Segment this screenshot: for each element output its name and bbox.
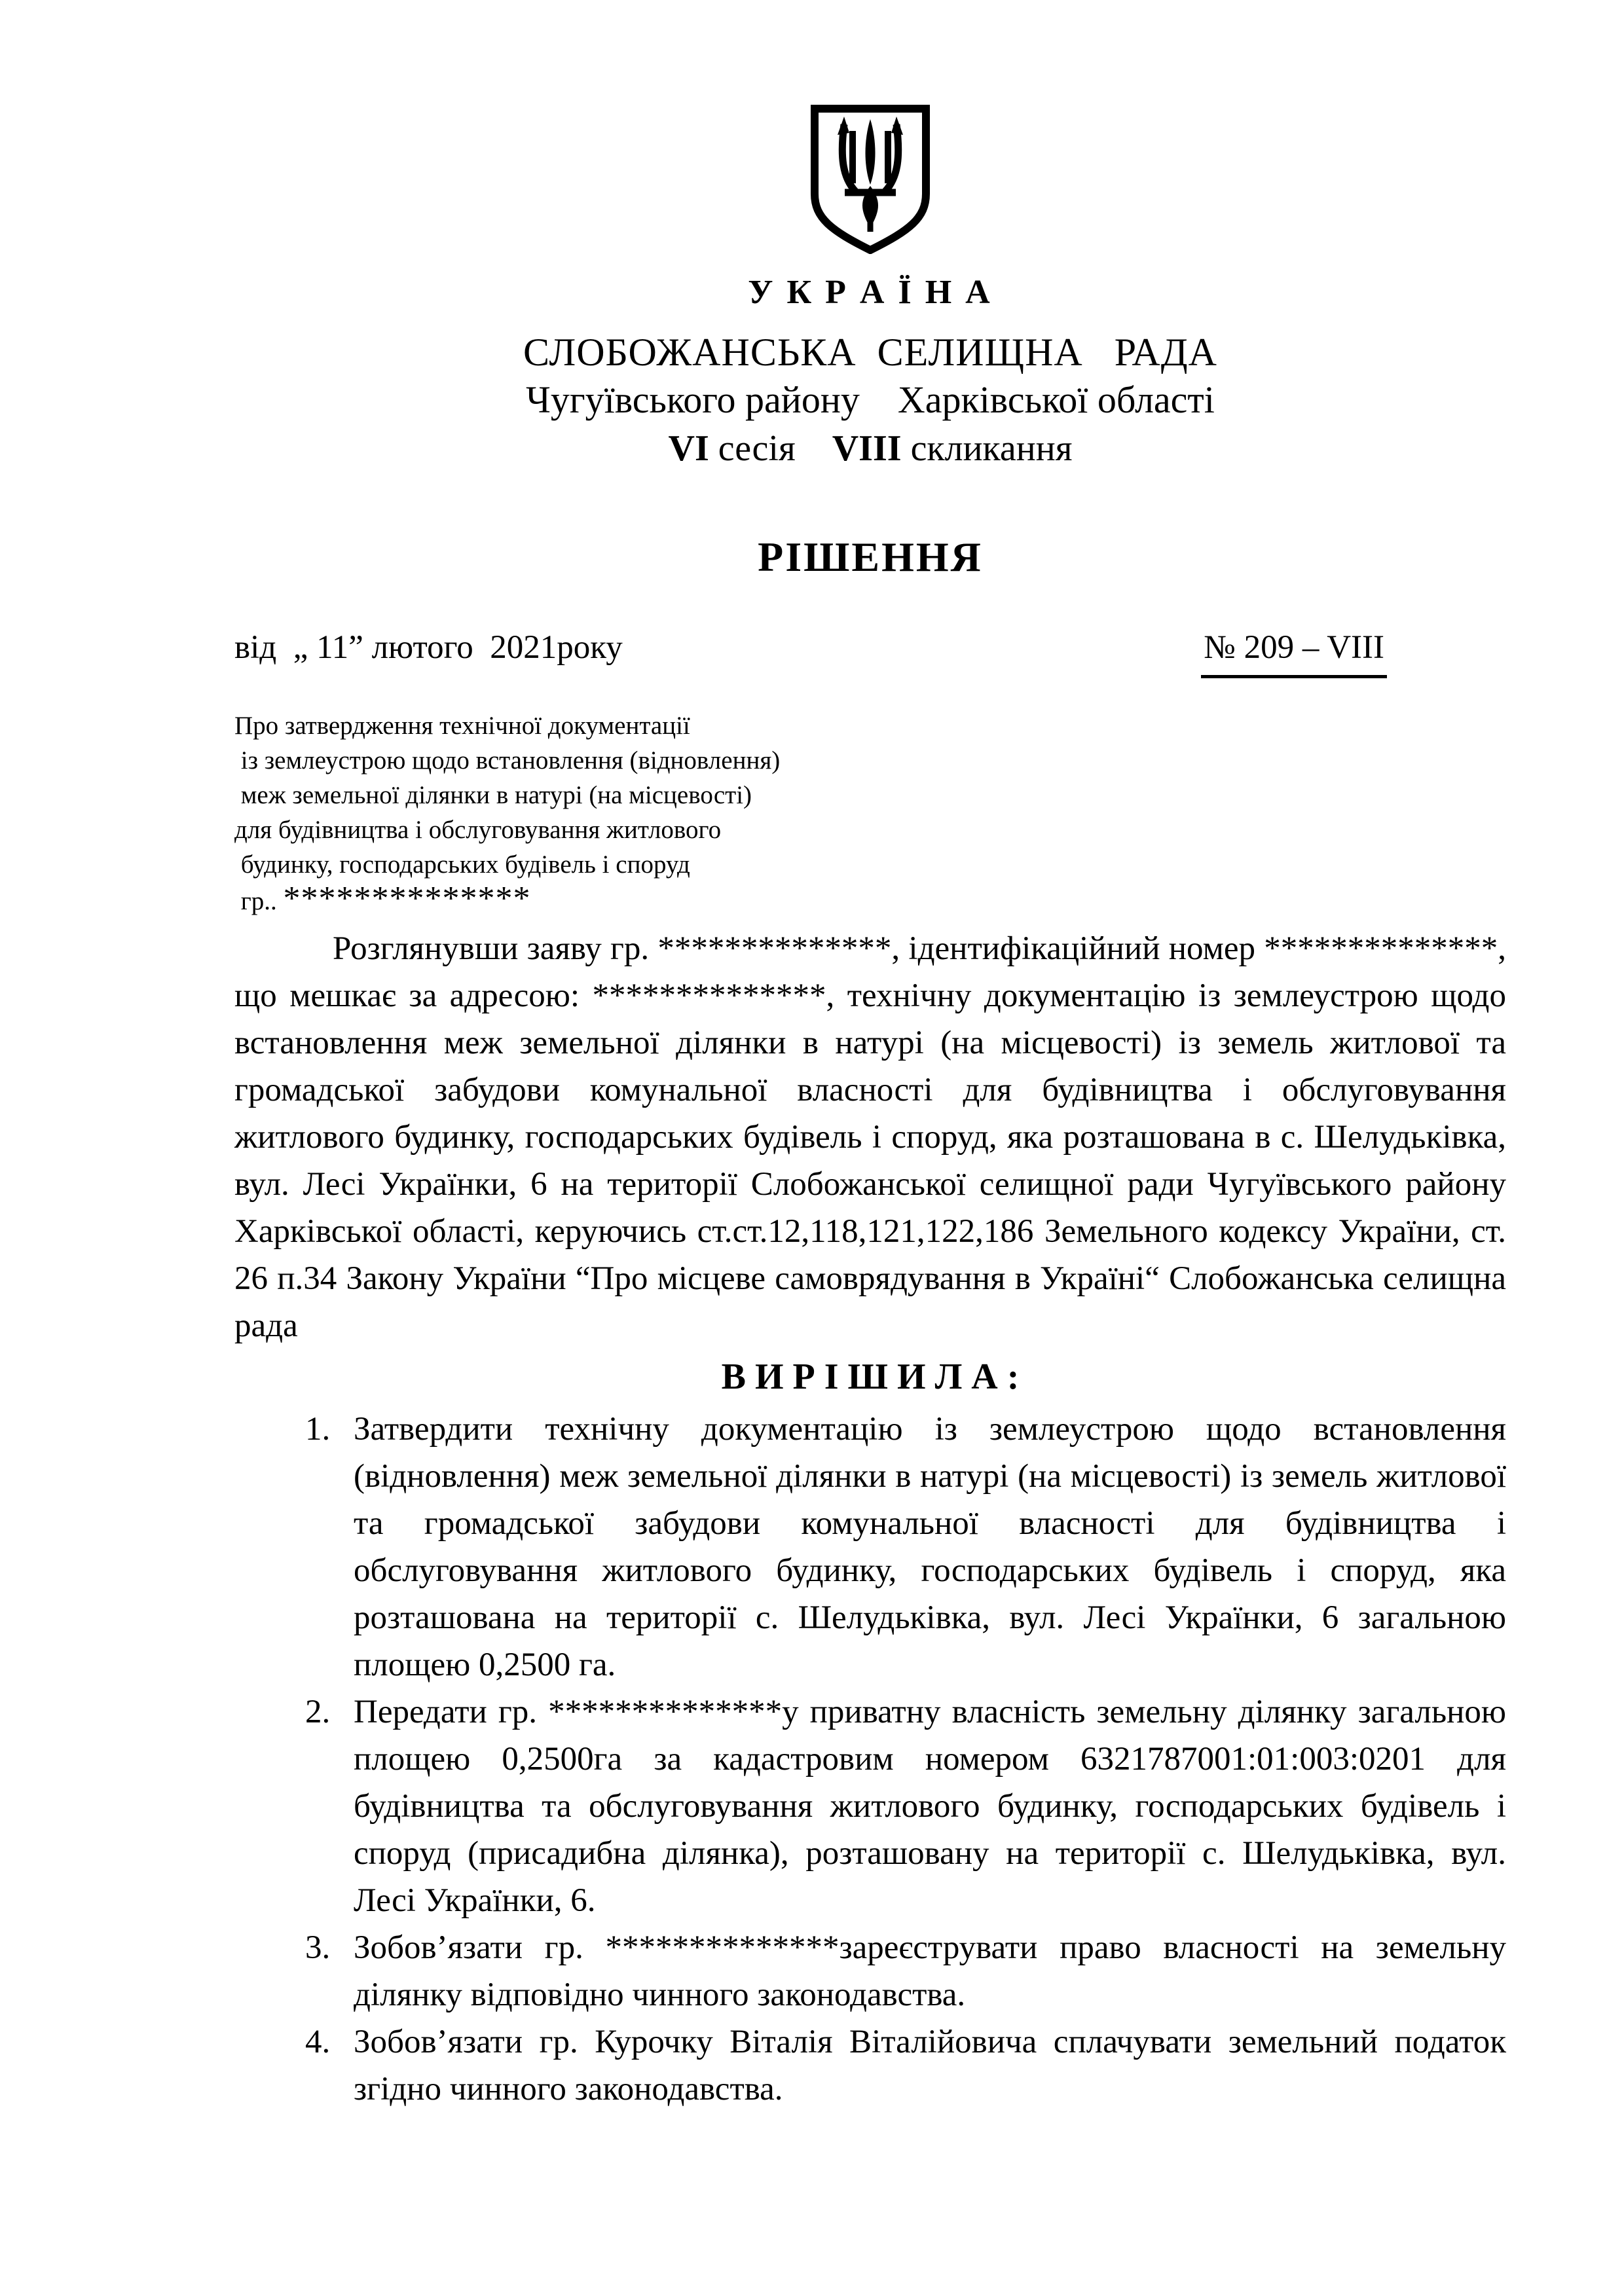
list-item [305,2018,1506,2113]
resolution-list [305,1406,1506,2113]
date-number-row [234,625,1506,678]
council-name: СЛОБОЖАНСЬКА СЕЛИЩНА РАДА [523,331,1218,374]
country-name: У К Р А Ї Н А [748,274,993,311]
list-item [305,1406,1506,1688]
subject-line: Про затвердження технічної документації [234,712,690,740]
subject-line: для будівництва і обслуговування житлового [234,816,722,844]
list-item-text: Зобов’язати гр. Курочку Віталія Віталійовича сплачувати земельний податок згідно чинного законодавства. [354,2024,1506,2107]
intro-paragraph: Розглянувши заяву гр. **************, ідентифікаційний номер **************, що мешкає за адресою: **************, технічну документацію із землеустрою щодо встановлення меж земельної ділянки в натурі (на місцевості) із земель житлової та громадської забудови комунальної власності для будівництва і обслуговування житлового будинку, господарських будівель і споруд, яка розташована в с. Шелудьківка, вул. Лесі Українки, 6 на території Слобожанської селищної ради Чугуївського району Харківської області, керуючись ст.ст.12,118,121,122,186 Земельного кодексу України, ст. 26 п.34 Закону України “Про місцеве самоврядування в Україні“ Слобожанська селищна рада [234,930,1506,1344]
list-item-number: 2. [305,1694,331,1730]
list-item-number: 4. [305,2024,331,2060]
ukraine-trident-emblem-icon [808,103,932,254]
session-line [234,428,1506,469]
subject-line-masked-name [234,882,1506,919]
list-item-text: Затвердити технічну документацію із землеустрою щодо встановлення (відновлення) меж земельної ділянки в натурі (на місцевості) із земель житлової та громадської забудови комунальної власності для будівництва і обслуговування житлового будинку, господарських будівель і споруд, яка розташована на території с. Шелудьківка, вул. Лесі Українки, 6 загальною площею 0,2500 га. [354,1411,1506,1683]
document-title: РІШЕННЯ [758,534,983,580]
subject-line: будинку, господарських будівель і споруд [234,850,690,879]
subject-line: меж земельної ділянки в натурі (на місцевості) [234,781,752,809]
district-region-line: Чугуївського району Харківської області [526,378,1215,421]
list-item [305,1688,1506,1924]
citizen-abbrev: гр.. [234,887,284,915]
subject-line: із землеустрою щодо встановлення (відновлення) [234,746,781,774]
list-item-number: 1. [305,1411,331,1448]
session-number: VI [668,428,709,469]
convocation-number: VIII [832,428,902,469]
list-item [305,1924,1506,2018]
resolved-heading: В И Р І Ш И Л А : [721,1357,1020,1397]
document-content [234,0,1506,2113]
emblem-container [234,103,1506,257]
list-item-text: Передати гр. **************у приватну власність земельну ділянку загальною площею 0,2500га за кадастровим номером 6321787001:01:003:0201 для будівництва та обслуговування житлового будинку, господарських будівель і споруд (присадибна ділянка), розташовану на території с. Шелудьківка, вул. Лесі Українки, 6. [354,1694,1506,1919]
masked-name-asterisks: ************** [283,880,531,917]
convocation-word: скликання [901,428,1073,469]
document-date: від „ 11” лютого 2021року [234,629,623,666]
subject-block [234,708,1506,919]
list-item-text: Зобов’язати гр. **************зареєструвати право власності на земельну ділянку відповідно чинного законодавства. [354,1929,1506,2013]
list-item-number: 3. [305,1929,331,1966]
document-number: № 209 – VIII [1201,625,1387,678]
session-word: сесія [709,428,832,469]
